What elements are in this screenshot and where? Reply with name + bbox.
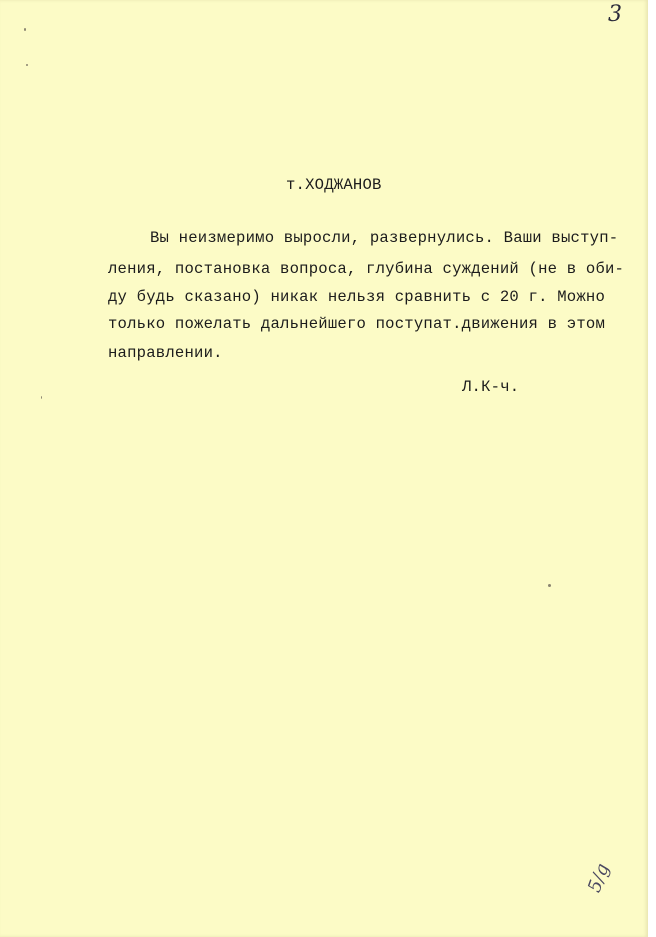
- body-line: ления, постановка вопроса, глубина суждений (не в оби-: [108, 260, 625, 278]
- body-line: направлении.: [108, 344, 223, 362]
- body-line: ду будь сказано) никак нельзя сравнить с 20 г. Можно: [108, 288, 606, 306]
- addressee-title: т.ХОДЖАНОВ: [286, 176, 382, 194]
- paper-speck: [41, 396, 42, 399]
- paper-speck: [24, 28, 26, 31]
- body-line: только пожелать дальнейшего поступат.движения в этом: [108, 315, 606, 333]
- page-number: 3: [608, 2, 622, 27]
- paper-speck: [26, 64, 28, 66]
- signature: Л.К-ч.: [462, 378, 520, 396]
- paper-speck: [548, 584, 551, 587]
- archive-mark: 5/g: [584, 860, 614, 896]
- body-line: Вы неизмеримо выросли, развернулись. Ваши выступ-: [150, 229, 619, 247]
